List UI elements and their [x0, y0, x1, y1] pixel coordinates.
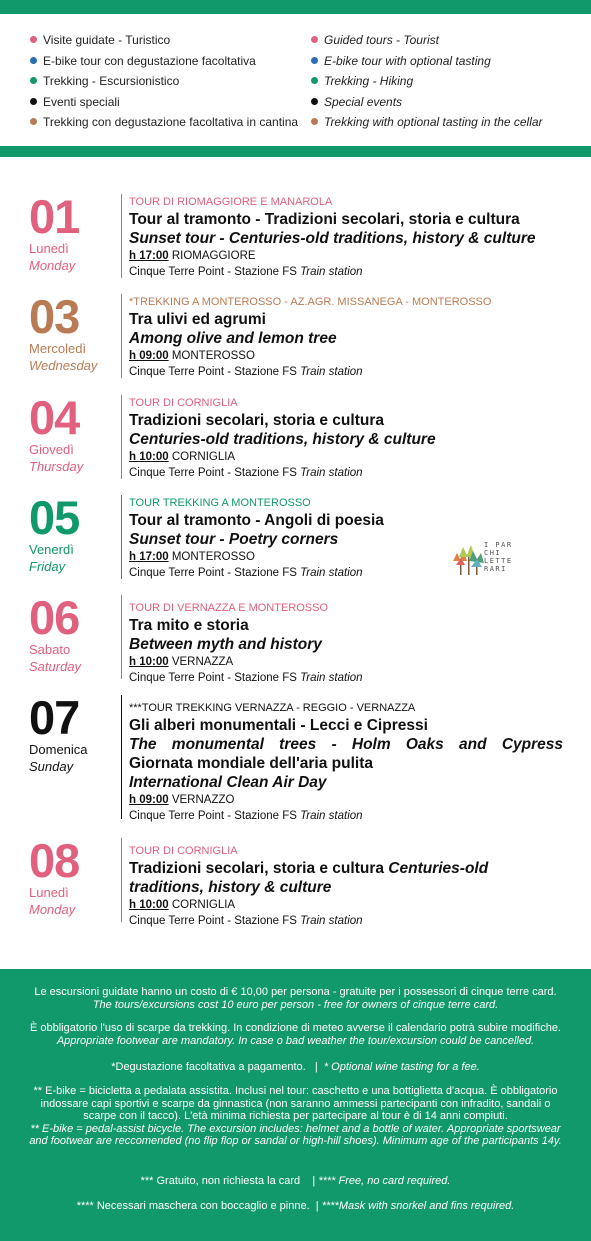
- meeting-italian: Cinque Terre Point - Stazione FS: [129, 915, 297, 927]
- day-number: 08: [29, 834, 80, 887]
- event-title-english: Centuries-old traditions, history & culture: [129, 860, 489, 896]
- event-category: TOUR DI RIOMAGGIORE E MANAROLA: [129, 196, 333, 208]
- event-time-place: [129, 654, 563, 670]
- weekday-italian: Venerdì: [29, 542, 74, 557]
- event-place: RIOMAGGIORE: [171, 250, 256, 262]
- event-meeting-point: [129, 670, 563, 686]
- footwear-note-italian: È obbligatorio l'uso di scarpe da trekking. In condizione di meteo avverse il calendario potrà subire modifiche.: [29, 1022, 561, 1034]
- event-time: h 09:00: [129, 350, 169, 362]
- blue-dot-icon: [30, 57, 37, 64]
- day-number: 03: [29, 290, 80, 343]
- logo-text-line: LETTE: [484, 557, 513, 565]
- event-title-english: Sunset tour - Centuries-old traditions, history & culture: [129, 230, 536, 247]
- meeting-italian: Cinque Terre Point - Stazione FS: [129, 567, 297, 579]
- divider-line: [121, 695, 122, 819]
- day-number: 05: [29, 491, 80, 544]
- event-title-italian: Tra mito e storia: [129, 617, 249, 634]
- snorkel-note-italian: **** Necessari maschera con boccaglio e pinne.: [76, 1200, 310, 1212]
- weekday-english: Friday: [29, 559, 66, 574]
- green-dot-icon: [311, 77, 318, 84]
- event-date: [29, 591, 121, 675]
- legend-item: [311, 51, 543, 72]
- legend-item: [30, 71, 298, 92]
- day-number: 01: [29, 190, 80, 243]
- meeting-english: Train station: [300, 366, 363, 378]
- legend-label: E-bike tour with optional tasting: [324, 53, 491, 68]
- event-title: [129, 859, 563, 897]
- event-place: MONTEROSSO: [171, 350, 255, 362]
- event-category: TOUR TREKKING A MONTEROSSO: [129, 497, 311, 509]
- event-meeting-point: [129, 264, 563, 280]
- weekday-english: Monday: [29, 258, 76, 273]
- meeting-english: Train station: [300, 567, 363, 579]
- event-title-italian: Tour al tramonto - Tradizioni secolari, storia e cultura: [129, 211, 520, 228]
- weekday-italian: Giovedì: [29, 442, 74, 457]
- legend-label: Special events: [324, 94, 403, 109]
- event-info: [129, 843, 563, 929]
- free-note: [28, 1175, 563, 1188]
- event-category: TOUR DI CORNIGLIA: [129, 845, 238, 857]
- black-dot-icon: [311, 98, 318, 105]
- price-note: [28, 986, 563, 1011]
- weekday-italian: Lunedì: [29, 241, 69, 256]
- footwear-note-english: Appropriate footwear are mandatory. In case o bad weather the tour/excursion could be cancelled.: [56, 1034, 535, 1047]
- event-place: CORNIGLIA: [171, 899, 236, 911]
- middle-green-bar: [0, 146, 591, 157]
- brown-dot-icon: [30, 118, 37, 125]
- tasting-note: [28, 1061, 563, 1074]
- event-title-italian: Tra ulivi ed agrumi: [129, 311, 266, 328]
- event-meeting-point: [129, 808, 563, 824]
- legend-item: [30, 112, 298, 133]
- weekday-italian: Mercoledì: [29, 341, 87, 356]
- tasting-note-italian: *Degustazione facoltativa a pagamento.: [111, 1061, 306, 1073]
- divider-line: [121, 595, 122, 679]
- weekday-english: Wednesday: [29, 358, 98, 373]
- logo-text: [484, 541, 513, 573]
- top-green-bar: [0, 0, 591, 14]
- event-date: [29, 391, 121, 475]
- event-time-place: [129, 449, 563, 465]
- blue-dot-icon: [311, 57, 318, 64]
- price-note-english: The tours/excursions cost 10 euro per person - free for owners of cinque terre card.: [92, 998, 499, 1011]
- event-title-english: Centuries-old traditions, history & culture: [129, 431, 436, 448]
- pink-dot-icon: [311, 36, 318, 43]
- event-time-place: [129, 348, 563, 364]
- separator: |: [315, 1200, 319, 1212]
- event-title-english: Among olive and lemon tree: [129, 330, 337, 347]
- legend-italian: [30, 30, 298, 133]
- separator: |: [312, 1175, 316, 1187]
- event-info: [129, 294, 563, 380]
- event-date: [29, 691, 121, 775]
- legend-item: [311, 71, 543, 92]
- black-dot-icon: [30, 98, 37, 105]
- separator: |: [314, 1061, 318, 1073]
- event-title-italian: Gli alberi monumentali - Lecci e Cipressi: [129, 717, 428, 734]
- event-category: TOUR DI VERNAZZA E MONTEROSSO: [129, 602, 329, 614]
- weekday-english: Monday: [29, 902, 76, 917]
- meeting-english: Train station: [300, 467, 363, 479]
- meeting-italian: Cinque Terre Point - Stazione FS: [129, 810, 297, 822]
- legend-item: [30, 30, 298, 51]
- meeting-english: Train station: [300, 266, 363, 278]
- tasting-note-english: * Optional wine tasting for a fee.: [323, 1061, 480, 1073]
- legend-label: E-bike tour con degustazione facoltativa: [43, 53, 256, 68]
- logo-text-line: RARI: [484, 565, 507, 573]
- event-place: CORNIGLIA: [171, 451, 236, 463]
- event-place: VERNAZZA: [171, 656, 234, 668]
- snorkel-note-english: ****Mask with snorkel and fins required.: [321, 1200, 515, 1212]
- legend-label: Guided tours - Tourist: [324, 33, 439, 47]
- event-time: h 17:00: [129, 551, 169, 563]
- divider-line: [121, 495, 122, 579]
- day-number: 07: [29, 691, 80, 744]
- ebike-note-english: ** E-bike = pedal-assist bicycle. The excursion includes: helmet and a bottle of water. Appropriate sportswear and footwear are reccomended (no flip flop or sandal or high-hill shoes). Minimum age of the participants 14y.: [29, 1122, 562, 1147]
- day-number: 04: [29, 391, 80, 444]
- meeting-italian: Cinque Terre Point - Stazione FS: [129, 672, 297, 684]
- weekday-italian: Lunedì: [29, 885, 69, 900]
- legend-item: [30, 51, 298, 72]
- event-title-italian: Tour al tramonto - Angoli di poesia: [129, 512, 384, 529]
- event-date: [29, 491, 121, 575]
- free-note-english: **** Free, no card required.: [318, 1175, 451, 1187]
- event-time-place: [129, 897, 563, 913]
- event-date: [29, 290, 121, 374]
- legend: [0, 14, 591, 146]
- meeting-italian: Cinque Terre Point - Stazione FS: [129, 266, 297, 278]
- weekday-italian: Domenica: [29, 742, 88, 757]
- event-place: MONTEROSSO: [171, 551, 255, 563]
- pink-dot-icon: [30, 36, 37, 43]
- event-info: [129, 395, 563, 481]
- event-meeting-point: [129, 465, 563, 481]
- trees-icon: [451, 541, 485, 577]
- event-category: *TREKKING A MONTEROSSO - AZ.AGR. MISSANEGA - MONTEROSSO: [129, 296, 492, 308]
- event-title-english: The monumental trees - Holm Oaks and Cypress: [129, 736, 563, 753]
- meeting-english: Train station: [300, 672, 363, 684]
- logo-text-line: I PAR: [484, 541, 513, 549]
- event-category: ***TOUR TREKKING VERNAZZA - REGGIO - VERNAZZA: [129, 702, 416, 714]
- event-title-italian: Tradizioni secolari, storia e cultura: [129, 412, 384, 429]
- legend-item: [311, 30, 543, 51]
- free-note-italian: *** Gratuito, non richiesta la card: [140, 1175, 301, 1187]
- event-title-english: Between myth and history: [129, 636, 322, 653]
- event-category: TOUR DI CORNIGLIA: [129, 397, 238, 409]
- meeting-english: Train station: [300, 810, 363, 822]
- price-note-italian: Le escursioni guidate hanno un costo di € 10,00 per persona - gratuite per i possessori di cinque terre card.: [34, 986, 557, 998]
- snorkel-note: [28, 1200, 563, 1213]
- legend-item: [311, 92, 543, 113]
- event-meeting-point: [129, 364, 563, 380]
- weekday-english: Sunday: [29, 759, 74, 774]
- event-info: [129, 700, 563, 824]
- divider-line: [121, 395, 122, 479]
- brown-dot-icon: [311, 118, 318, 125]
- legend-item: [30, 92, 298, 113]
- parchi-letterari-logo: [451, 541, 521, 577]
- ebike-note-italian: ** E-bike = bicicletta a pedalata assistita. Inclusi nel tour: caschetto e una bottiglietta d'acqua. È obbligatorio indossare capi sportivi e scarpe da ginnastica (non saranno ammessi partecipanti con infradito, sandali o scarpe con il tacco). L'età minima richiesta per partecipare al tour è di 14 anni compiuti.: [33, 1085, 558, 1122]
- divider-line: [121, 294, 122, 378]
- day-number: 06: [29, 591, 80, 644]
- info-footer: [0, 969, 591, 1241]
- event-info: [129, 194, 563, 280]
- weekday-italian: Sabato: [29, 642, 71, 657]
- event-subtitle-italian: Giornata mondiale dell'aria pulita: [129, 755, 373, 772]
- logo-text-line: CHI: [484, 549, 502, 557]
- event-time: h 17:00: [129, 250, 169, 262]
- ebike-note: [28, 1085, 563, 1148]
- footwear-note: [28, 1022, 563, 1047]
- green-dot-icon: [30, 77, 37, 84]
- event-time-place: [129, 248, 563, 264]
- event-date: [29, 190, 121, 274]
- meeting-italian: Cinque Terre Point - Stazione FS: [129, 366, 297, 378]
- event-title-english: Sunset tour - Poetry corners: [129, 531, 339, 548]
- divider-line: [121, 838, 122, 922]
- event-title-italian: Tradizioni secolari, storia e cultura: [129, 860, 384, 877]
- event-time: h 10:00: [129, 451, 169, 463]
- legend-label: Trekking - Escursionistico: [43, 74, 180, 88]
- event-subtitle-english: International Clean Air Day: [129, 774, 327, 791]
- event-time: h 09:00: [129, 794, 169, 806]
- event-meeting-point: [129, 913, 563, 929]
- legend-label: Trekking - Hiking: [324, 74, 414, 88]
- legend-label: Trekking with optional tasting in the cellar: [324, 115, 543, 129]
- legend-label: Eventi speciali: [43, 94, 120, 109]
- event-place: VERNAZZO: [171, 794, 235, 806]
- event-time: h 10:00: [129, 656, 169, 668]
- weekday-english: Saturday: [29, 659, 82, 674]
- event-time: h 10:00: [129, 899, 169, 911]
- legend-label: Trekking con degustazione facoltativa in cantina: [43, 115, 299, 129]
- legend-english: [311, 30, 543, 133]
- weekday-english: Thursday: [29, 459, 84, 474]
- event-info: [129, 600, 563, 686]
- event-time-place: [129, 792, 563, 808]
- legend-label: Visite guidate - Turistico: [43, 33, 171, 47]
- meeting-italian: Cinque Terre Point - Stazione FS: [129, 467, 297, 479]
- event-date: [29, 834, 121, 918]
- legend-item: [311, 112, 543, 133]
- meeting-english: Train station: [300, 915, 363, 927]
- divider-line: [121, 194, 122, 278]
